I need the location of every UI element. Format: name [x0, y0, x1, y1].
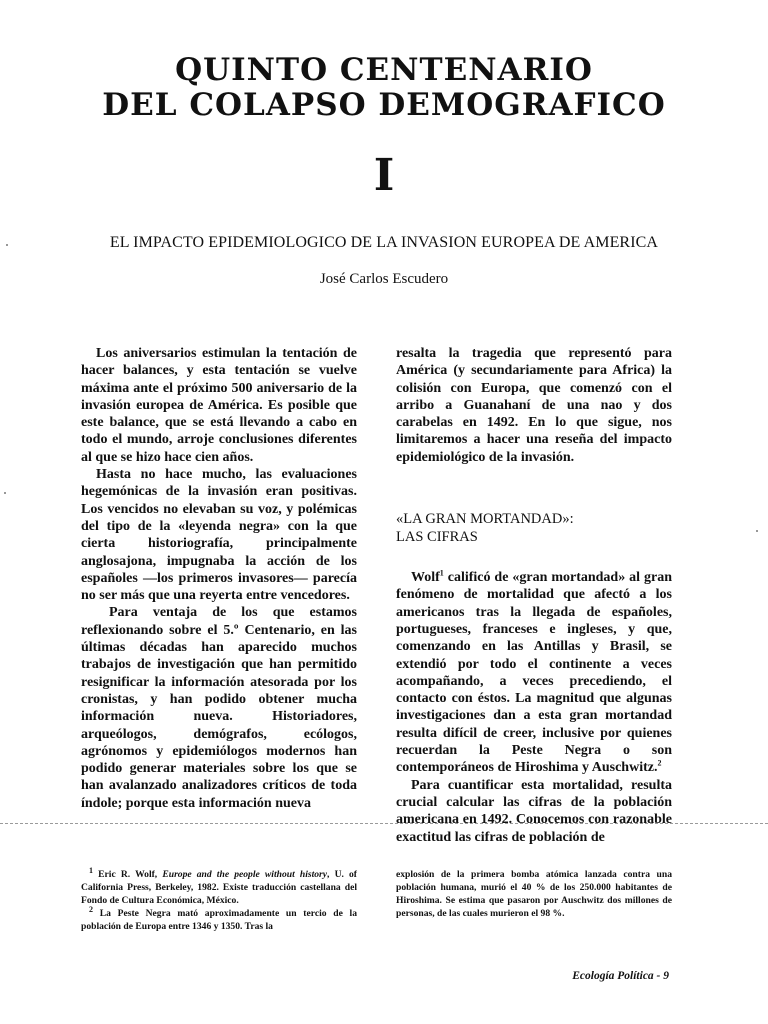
right-column [396, 345, 672, 846]
part-number: I [373, 150, 395, 201]
footnote-divider [0, 823, 768, 825]
cited-author: Wolf [411, 570, 440, 586]
footnote-ref: 2 [657, 758, 662, 768]
paragraph: Para cuantificar esta mortalidad, resulta crucial calcular las cifras de la población americana en 1492. Conocemos con razonable exactitud las cifras de población de [396, 777, 672, 845]
paragraph [396, 569, 672, 777]
footnote-continuation: explosión de la primera bomba atómica lanzada contra una población humana, murió el 40 % de los 250.000 habitantes de Hiroshima. Se estima que pasaron por Auschwitz dos millones de personas, de las cuales murieron el 98 %. [396, 869, 672, 919]
section-heading-line: «LA GRAN MORTANDAD»: [396, 511, 574, 528]
paragraph-text: calificó de «gran mortandad» al gran fenómeno de mortalidad que afectó a los americanos tras la llegada de españoles, portugueses, franceses e ingleses, y que, comenzando en las Antillas y Brasil, se extendió por todo el continente a veces acompañando, a veces precediendo, el contacto con éstos. La magnitud que algunas investigaciones dan a esta gran mortandad resulta difícil de creer, inclusive por quienes recuerdan la Peste Negra o son contemporáneos de Hiroshima y Auschwitz. [396, 570, 672, 776]
footnote-text: La Peste Negra mató aproximadamente un tercio de la población de Europa entre 1346 y 1350. Tras la [81, 908, 357, 932]
footnotes-right [396, 868, 672, 920]
footnotes-left [81, 865, 357, 933]
paragraph: Hasta no hace mucho, las evaluaciones hegemónicas de la invasión eran positivas. Los vencidos no elevaban su voz, y polémicas del tipo de la «leyenda negra» con la que cierta historiografía, principalmente anglosajona, impugnaba la acción de los españoles —los primeros invasores— parecía no ser más que una reyerta entre vencedores. [81, 467, 357, 604]
title-line-2: DEL COLAPSO DEMOGRAFICO [102, 87, 666, 123]
author-name: José Carlos Escudero [319, 271, 449, 287]
paragraph: Los aniversarios estimulan la tentación de hacer balances, y esta tentación se vuelve máxima ante el próximo 500 aniversario de la invasión europea de América. Es posible que este balance, que se está llevando a cabo en todo el mundo, arroje conclusiones diferentes al que se hizo hace cien años. [81, 346, 357, 465]
left-column [81, 345, 357, 812]
article-subtitle: EL IMPACTO EPIDEMIOLOGICO DE LA INVASION EUROPEA DE AMERICA [109, 234, 659, 251]
scan-speck [4, 492, 6, 494]
footnote-number: 2 [89, 904, 93, 914]
paragraph: Para ventaja de los que estamos reflexionando sobre el 5.º Centenario, en las últimas décadas han aparecido muchos trabajos de investigación que han permitido resignificar la información atesorada por los cronistas, y han podido obtener mucha información nueva. Historiadores, arqueólogos, demógrafos, ecólogos, agrónomos y epidemiólogos modernos han podido generar materiales sobre los que se han avalanzado analizadores críticos de toda índole; porque esta información nueva [81, 605, 357, 811]
section-heading-line: LAS CIFRAS [396, 529, 478, 546]
title-line-1: QUINTO CENTENARIO [175, 52, 593, 88]
section-heading [396, 510, 672, 546]
footnote-ref: 1 [439, 568, 444, 578]
footnote [81, 865, 357, 907]
footnote [81, 904, 357, 933]
book-title: Europe and the people without history [162, 869, 328, 880]
paragraph: resalta la tragedia que representó para América (y secundariamente para Africa) la colisión con Europa, que comenzó con el arribo a Guanahaní de una nao y dos carabelas en 1492. En lo que sigue, nos limitaremos a hacer una reseña del impacto epidemiológico de la invasión. [396, 346, 672, 465]
scan-speck [756, 530, 758, 532]
page-footer: Ecología Política - 9 [572, 970, 669, 982]
scan-speck [6, 244, 8, 246]
footnote-number: 1 [89, 865, 93, 875]
footnote-text: , U. of California Press, Berkeley, 1982. Existe traducción castellana del Fondo de Cultura Económica, México. [81, 869, 357, 906]
footnote-text: Eric R. Wolf, [93, 869, 163, 880]
